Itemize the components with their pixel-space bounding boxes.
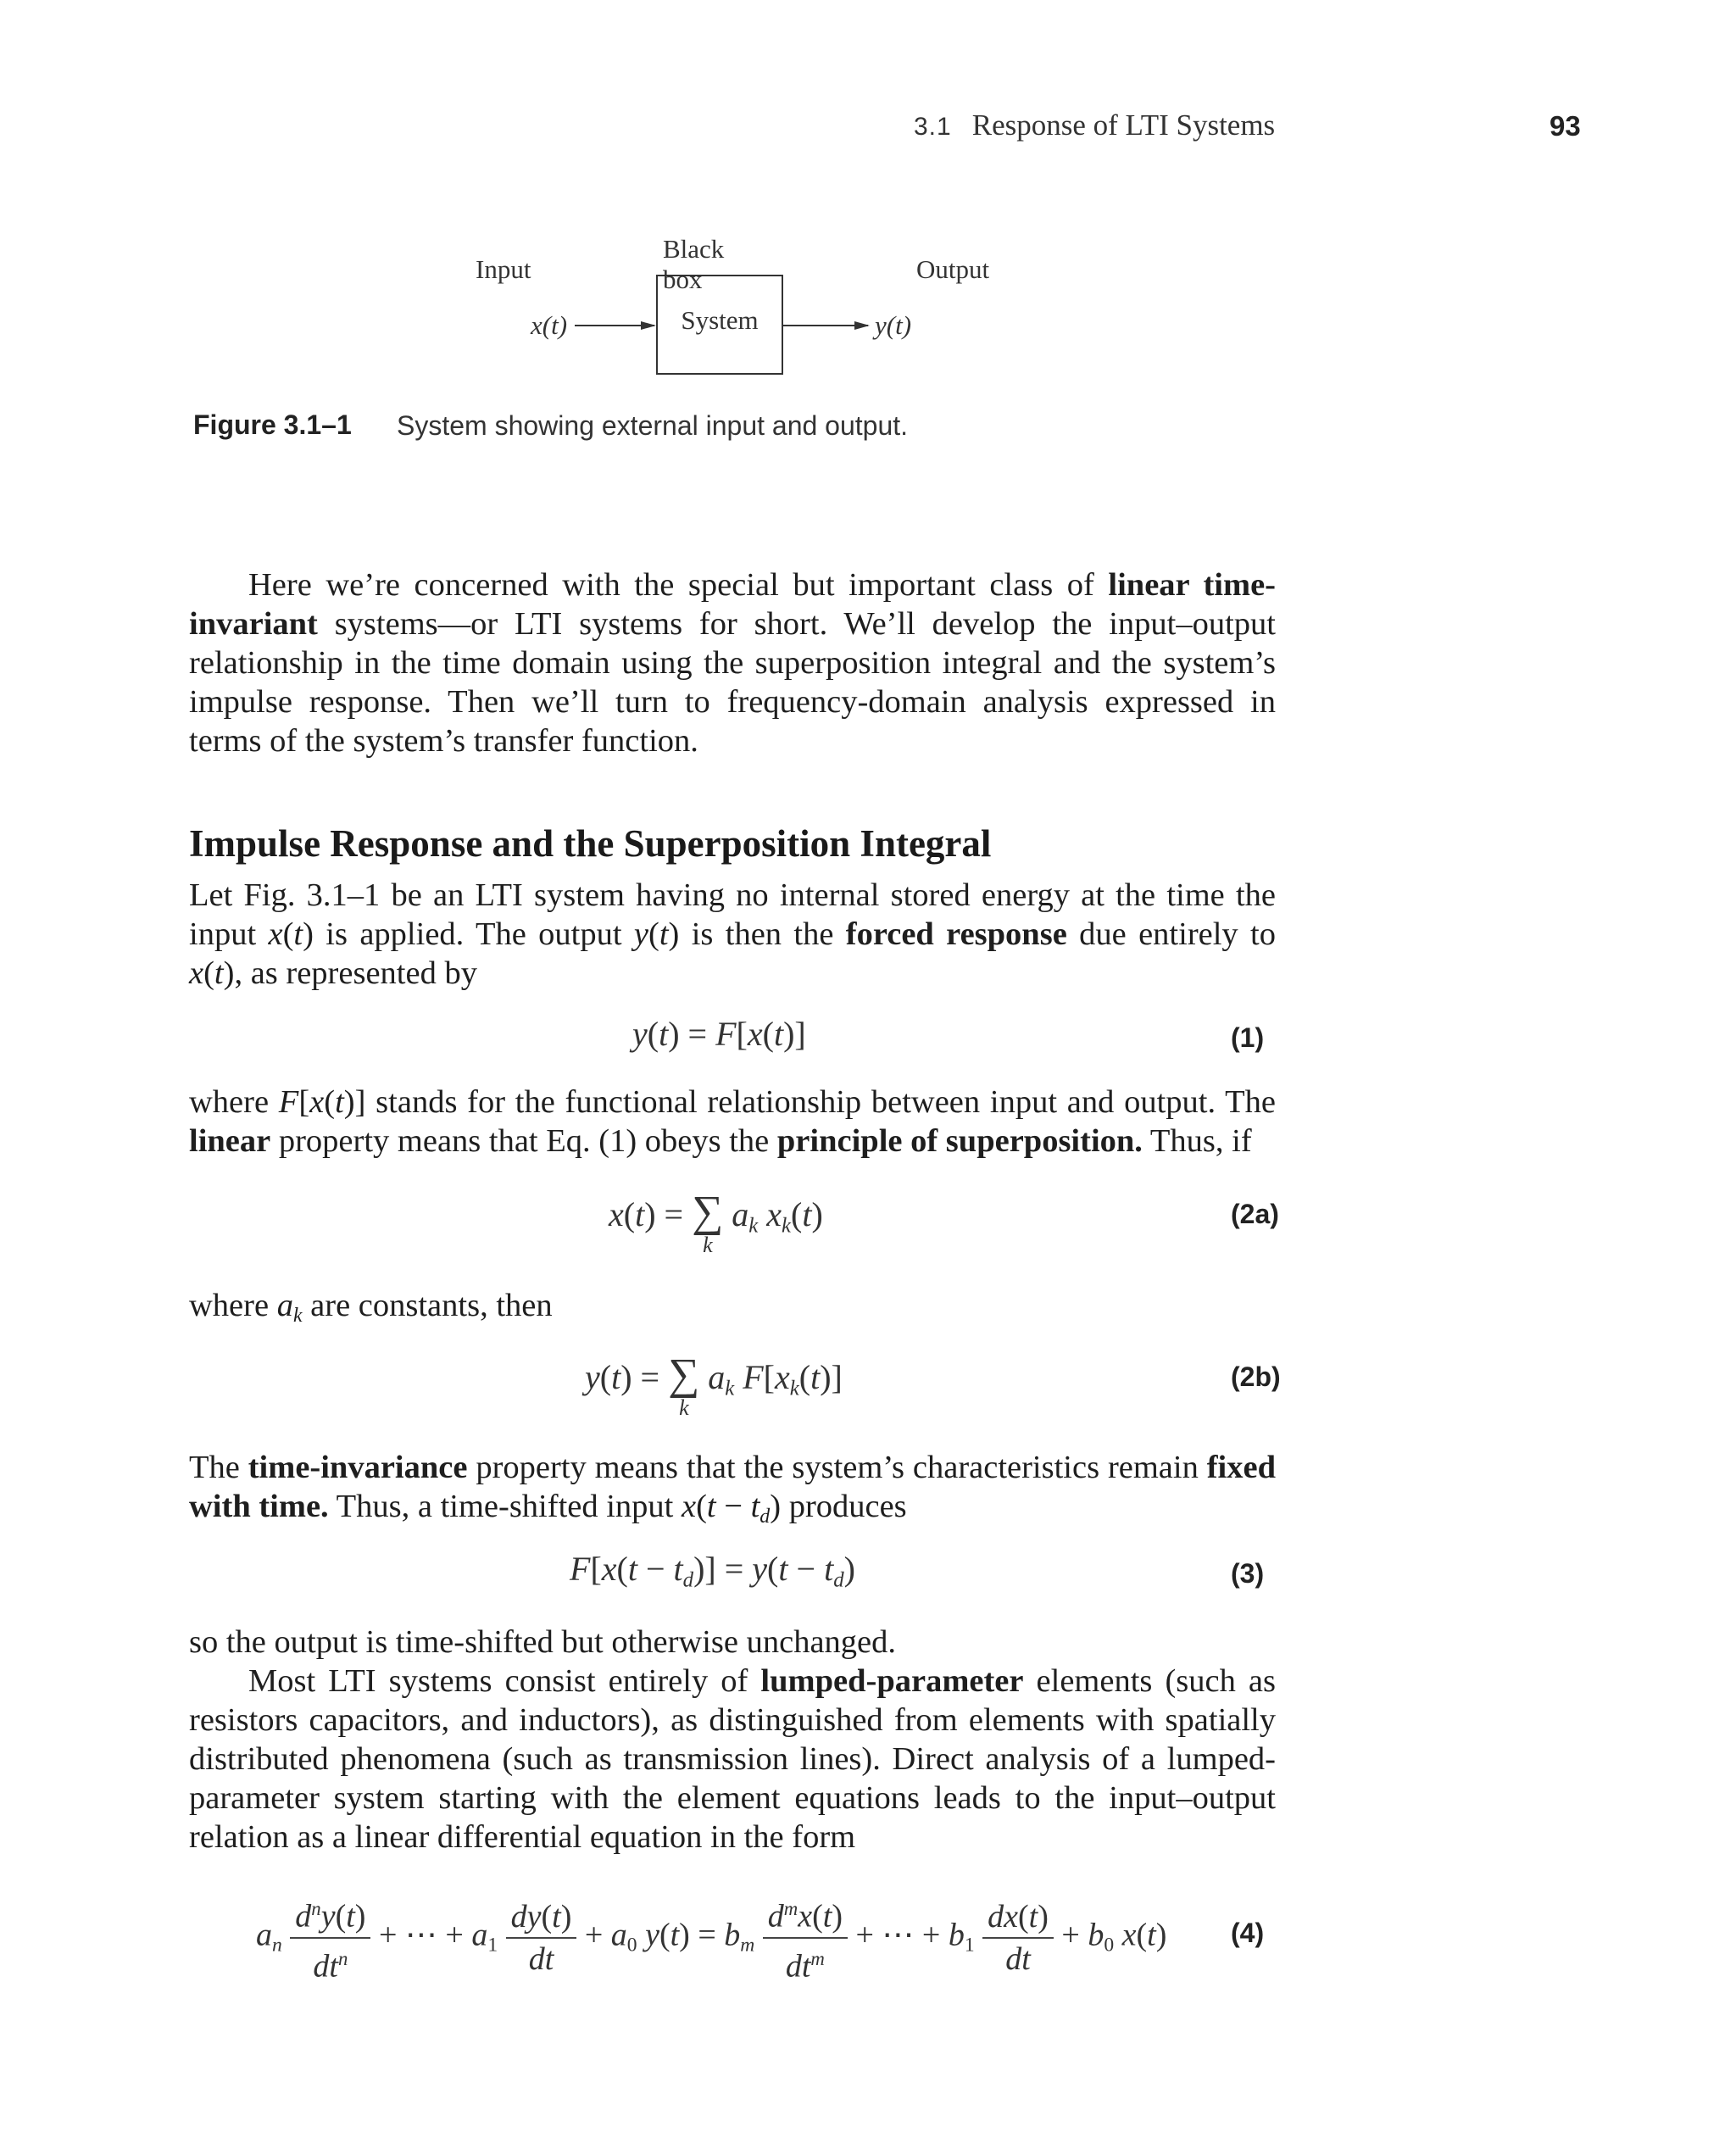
math-plus-dots: + ⋯ + (370, 1917, 472, 1953)
sigma-symbol: ∑ (692, 1188, 724, 1236)
math-sub-1: 1 (964, 1934, 975, 1957)
running-head-section-number: 3.1 (914, 113, 952, 141)
text-run: stands for the functional relationship between input and output. The (365, 1084, 1276, 1120)
math-equals: = (632, 1358, 669, 1396)
math-x: x (774, 1358, 790, 1396)
math-a: a (471, 1917, 488, 1953)
black-box-label: Black box (663, 234, 725, 294)
text-run: produces (781, 1489, 907, 1524)
math-d: d (510, 1898, 527, 1935)
math-a: a (708, 1358, 726, 1396)
text-run: , as represented by (234, 955, 477, 991)
math-minus: − (715, 1489, 751, 1524)
math-a: a (276, 1288, 293, 1323)
math-sub-k: k (789, 1377, 799, 1400)
math-b: b (948, 1917, 965, 1953)
text-run: Thus, if (1142, 1123, 1252, 1159)
math-x: x (1004, 1898, 1019, 1935)
fraction-dny-dtn: $\frac{d^ny(t)}{dt^n}$ (290, 1889, 370, 1986)
math-plus: + (1053, 1917, 1088, 1953)
paragraph-time-invariance: The time-invariance property means that the system’s characteristics remain fixed with time. Thus, a time-shifted input $x(t - t_d)$ produces (189, 1450, 1276, 1528)
math-x: x (268, 916, 283, 952)
text-run: are constants, then (302, 1288, 553, 1323)
text-run: The (189, 1450, 248, 1485)
math-sub-k: k (725, 1377, 735, 1400)
math-F: F (278, 1084, 299, 1120)
math-sub-k: k (292, 1305, 303, 1328)
math-sup-n: n (311, 1898, 321, 1919)
math-plus-dots: + ⋯ + (847, 1917, 949, 1953)
math-x: x (309, 1084, 325, 1120)
math-equals: = (655, 1195, 693, 1233)
term-time-invariance: time-invariance (248, 1450, 468, 1485)
math-F: F (715, 1015, 737, 1053)
math-y: y (633, 916, 648, 952)
math-y: y (752, 1550, 768, 1588)
math-t: t (659, 1015, 669, 1053)
math-dt: dt (785, 1948, 811, 1985)
math-t: t (552, 1898, 561, 1935)
math-F: F (570, 1550, 591, 1588)
math-x: x (747, 1015, 763, 1053)
math-minus: − (637, 1550, 674, 1588)
equation-number-2a (1231, 1199, 1279, 1230)
math-a: a (610, 1917, 627, 1953)
math-t: t (611, 1358, 621, 1396)
math-t: t (673, 1550, 683, 1588)
math-d: d (767, 1898, 784, 1935)
math-y: y (526, 1898, 542, 1935)
term-linear-time-invariant: linear time-invariant (189, 567, 1276, 642)
text-run: where (189, 1084, 279, 1120)
math-a: a (732, 1195, 749, 1233)
math-sub-d: d (833, 1568, 844, 1592)
text-run: where (189, 1288, 277, 1323)
equation-number-2b (1231, 1361, 1281, 1393)
equation-number-3: (3) (1231, 1558, 1265, 1589)
text-run: Here we’re concerned with the special but important class of (248, 567, 1109, 603)
math-t: t (1028, 1898, 1038, 1935)
math-a: a (256, 1917, 272, 1953)
math-t: t (824, 1550, 834, 1588)
equation-1: y(t) = F[x(t)] (632, 1015, 806, 1053)
math-t: t (635, 1195, 645, 1233)
math-sub-d: d (682, 1568, 694, 1592)
text-run: is then the (679, 916, 846, 952)
math-t: t (335, 1084, 344, 1120)
input-signal-label: x(t) (531, 310, 568, 340)
term-principle-of-superposition: principle of superposition. (776, 1123, 1143, 1159)
math-d: d (988, 1898, 1004, 1935)
text-run: Let Fig. 3.1–1 be an LTI system having no internal stored energy at the time the input (189, 877, 1276, 952)
math-equals: = (715, 1550, 753, 1588)
math-t: t (346, 1898, 355, 1935)
equation-number-text: (2b) (1231, 1361, 1281, 1392)
text-run: elements (such as resistors capacitors, and inductors), as distinguished from elements with spatially distributed phenomena (such as transmission lines). Direct analysis of a lumped-parameter system starting with the element equations leads to the input–output relation as a linear differential equation in the form (189, 1663, 1276, 1855)
text-run: due entirely to (1066, 916, 1276, 952)
paragraph-output-shift: so the output is time-shifted but otherwise unchanged. (189, 1624, 897, 1660)
equation-4: $a_n$ $\frac{d^ny(t)}{dt^n}$ + ⋯ + $a_1$ $\frac{dy(t)}{dt}$ + $a_0$ $y(t) = b_m$ $\frac{d^mx(t)}{dt^m}$ + ⋯ + $b_1$ $\frac{dx(t)}{dt}$ + $b_0$ x(t) (256, 1889, 1166, 1986)
math-t: t (773, 1015, 784, 1053)
output-signal-label: y(t) (875, 310, 912, 340)
math-t: t (214, 955, 224, 991)
text-run: is applied. The output (313, 916, 634, 952)
term-lumped-parameter: lumped-parameter (760, 1663, 1024, 1699)
math-sup-m: m (783, 1898, 798, 1919)
equation-number-text: (2a) (1231, 1199, 1279, 1229)
text-run: property means that Eq. (1) obeys the (270, 1123, 777, 1159)
math-t: t (627, 1550, 637, 1588)
math-equals: = (679, 1015, 716, 1053)
math-x: x (601, 1550, 617, 1588)
math-dt: dt (313, 1948, 338, 1985)
paragraph-lumped-parameter (189, 1662, 1276, 1857)
math-minus: − (787, 1550, 825, 1588)
paragraph-constants (189, 1286, 1276, 1335)
text-run: systems—or LTI systems for short. We’ll develop the input–output relationship in the time domain using the superposition integral and the system’s impulse response. Then we’ll turn to frequency-domain analysis expressed in terms of the system’s transfer function. (189, 606, 1276, 759)
math-x: x (189, 955, 204, 991)
sum-index: k (679, 1395, 689, 1420)
math-t: t (778, 1550, 788, 1588)
equation-number-4: (4) (1231, 1918, 1265, 1948)
math-sub-k: k (781, 1214, 791, 1238)
math-sub-m: m (740, 1934, 755, 1957)
math-x: x (682, 1489, 697, 1524)
running-head-section-title: Response of LTI Systems (971, 109, 1276, 142)
math-y: y (585, 1358, 600, 1396)
system-box-label: System (681, 305, 759, 335)
figure-caption-text: System showing external input and output. (397, 410, 909, 441)
math-sub-d: d (760, 1506, 771, 1528)
math-t: t (802, 1195, 812, 1233)
output-label: Output (916, 254, 990, 284)
math-y: y (645, 1917, 659, 1953)
paragraph-forced-response: Let Fig. 3.1–1 be an LTI system having no internal stored energy at the time the input x(t) is applied. The output y(t) is then the forced response due entirely to x(t), as represented by (189, 877, 1276, 991)
math-dt: dt (528, 1940, 554, 1977)
equation-number-1: (1) (1231, 1022, 1265, 1053)
term-fixed-with-time: fixed with time. (189, 1450, 1276, 1524)
math-sub-k: k (748, 1214, 759, 1238)
input-arrow (573, 317, 658, 334)
text-run: property means that the system’s characteristics remain (467, 1450, 1207, 1485)
term-linear: linear (189, 1123, 271, 1159)
math-t: t (810, 1358, 821, 1396)
math-t: t (706, 1489, 716, 1524)
sigma-symbol: ∑ (668, 1350, 700, 1399)
math-x: x (1121, 1917, 1137, 1953)
term-forced-response: forced response (845, 916, 1067, 952)
math-dt: dt (1005, 1940, 1031, 1977)
math-y: y (632, 1015, 648, 1053)
text-run: Most LTI systems consist entirely of (248, 1663, 761, 1699)
math-x: x (609, 1195, 624, 1233)
paragraph-intro (189, 565, 1276, 760)
section-heading: Impulse Response and the Superposition Integral (189, 822, 992, 865)
fraction-dx-dt: $\frac{dx(t)}{dt}$ (982, 1896, 1054, 1979)
math-b: b (1088, 1917, 1104, 1953)
input-label: Input (476, 254, 531, 284)
sum-index: k (703, 1233, 713, 1257)
math-y: y (320, 1898, 336, 1935)
math-sub-0: 0 (1104, 1934, 1115, 1957)
equation-2a: x(t) = ∑ k $a_k$ $x_k(t)$ (609, 1188, 823, 1257)
paragraph-superposition: where F[x(t)] stands for the functional relationship between input and output. The linear property means that Eq. (1) obeys the principle of superposition. Thus, if (189, 1084, 1276, 1159)
math-t: t (1147, 1917, 1156, 1953)
math-equals: = (689, 1917, 725, 1953)
equation-3: $F[x(t - t_d)] = y(t - t_d)$ (570, 1550, 855, 1592)
math-t: t (822, 1898, 832, 1935)
math-sup-m: m (810, 1947, 825, 1969)
math-x: x (766, 1195, 782, 1233)
math-d: d (295, 1898, 312, 1935)
math-sub-n: n (272, 1934, 282, 1957)
text-run: Thus, a time-shifted input (328, 1489, 682, 1524)
math-t: t (293, 916, 303, 952)
output-arrow (783, 317, 871, 334)
math-plus: + (576, 1917, 611, 1953)
fraction-dmx-dtm: $\frac{d^mx(t)}{dt^m}$ (763, 1889, 848, 1986)
running-head (914, 109, 1275, 142)
math-t: t (750, 1489, 760, 1524)
equation-2b: y(t) = ∑ k $a_k$ $F[x_k(t)]$ (585, 1350, 843, 1420)
math-F: F (743, 1358, 764, 1396)
math-sub-1: 1 (487, 1934, 498, 1957)
math-t: t (659, 916, 669, 952)
fraction-dy-dt: $\frac{dy(t)}{dt}$ (506, 1896, 577, 1979)
math-b: b (724, 1917, 741, 1953)
math-sup-n: n (337, 1947, 348, 1969)
math-x: x (798, 1898, 813, 1935)
math-t: t (670, 1917, 680, 1953)
math-sub-0: 0 (626, 1934, 637, 1957)
page-number: 93 (1550, 110, 1581, 142)
figure-caption-label: Figure 3.1–1 (193, 409, 352, 440)
